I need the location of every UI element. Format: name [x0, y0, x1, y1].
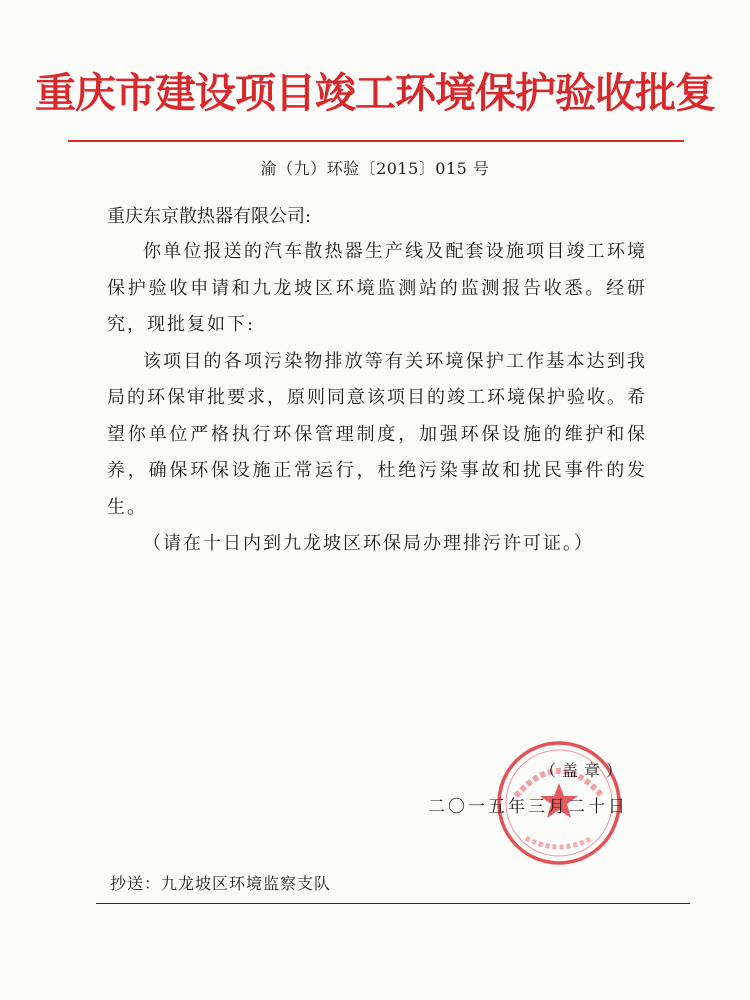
- footer-divider: [96, 903, 690, 904]
- body-paragraph-intro: 你单位报送的汽车散热器生产线及配套设施项目竣工环境保护验收申请和九龙坡区环境监测站的监测报告收悉。经研究，现批复如下:: [107, 241, 647, 335]
- addressee: 重庆东京散热器有限公司:: [107, 206, 312, 227]
- body-paragraph-note: （请在十日内到九龙坡区环保局办理排污许可证。）: [143, 533, 594, 554]
- document-title: 重庆市建设项目竣工环境保护验收批复: [35, 69, 715, 117]
- body-paragraph-approval: 该项目的各项污染物排放等有关环境保护工作基本达到我局的环保审批要求，原则同意该项目的竣工环境保护验收。希望你单位严格执行环保管理制度，加强环保设施的维护和保养，确保环保设施正常运行，杜绝污染事故和扰民事件的发生。: [107, 350, 647, 518]
- cc-line: 抄送：九龙坡区环境监察支队: [110, 874, 332, 893]
- title-divider: [68, 140, 684, 142]
- seal-label: （盖章）: [540, 761, 629, 780]
- issue-date: 二〇一五年三月二十日: [428, 797, 628, 817]
- document-body: [107, 234, 647, 563]
- document-number: 渝（九）环验〔2015〕015 号: [260, 159, 490, 178]
